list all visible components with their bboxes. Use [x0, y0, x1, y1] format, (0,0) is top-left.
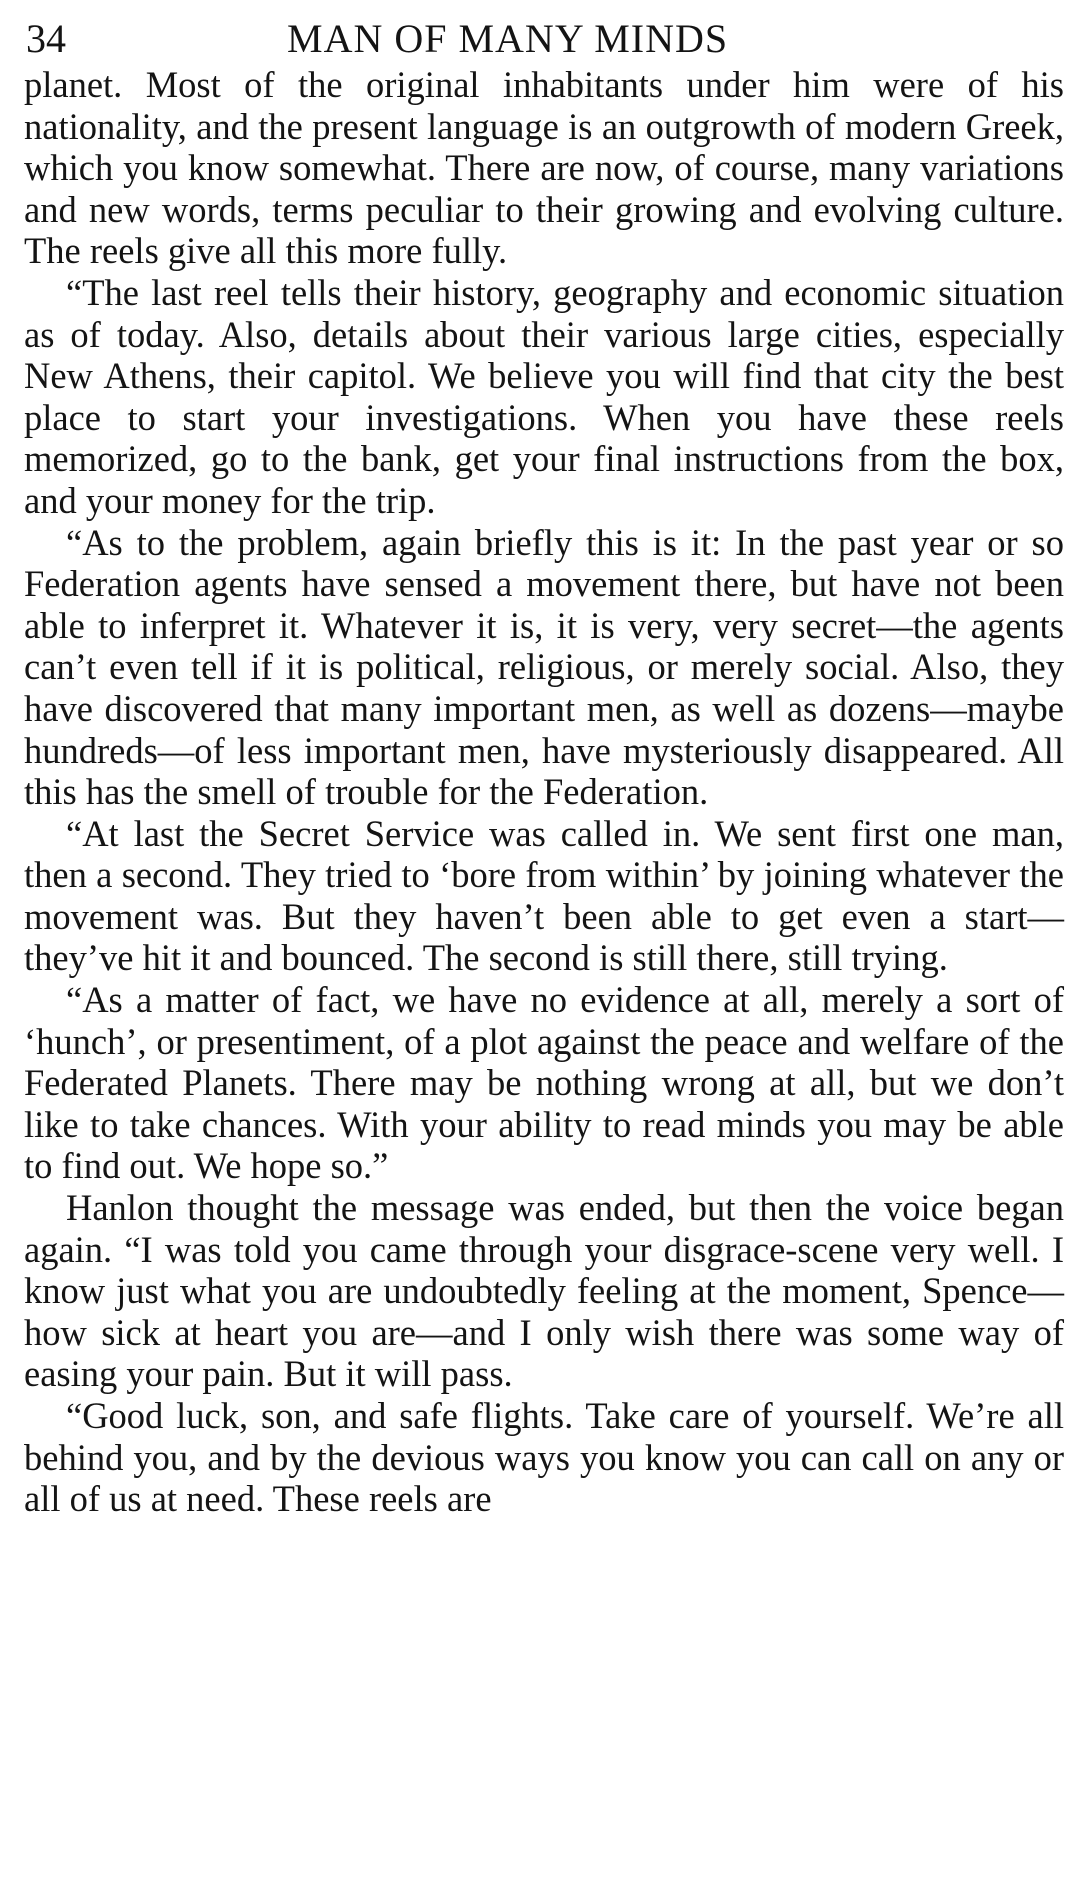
- body-text: [24, 64, 1064, 1520]
- paragraph: “As a matter of fact, we have no evidence at all, merely a sort of ‘hunch’, or presentiment, of a plot against the peace and welfare of the Federated Planets. There may be nothing wrong at all, but we don’t like to take chances. With your ability to read minds you may be able to find out. We hope so.”: [24, 979, 1064, 1187]
- paragraph: “The last reel tells their history, geography and economic situation as of today. Also, details about their various large cities, especially New Athens, their capitol. We believe you will find that city the best place to start your investigations. When you have these reels memorized, go to the bank, get your final instructions from the box, and your money for the trip.: [24, 271, 1064, 521]
- page-header: [24, 14, 1064, 64]
- paragraph: planet. Most of the original inhabitants under him were of his nationality, and the present language is an outgrowth of modern Greek, which you know somewhat. There are now, of course, many variations and new words, terms peculiar to their growing and evolving culture. The reels give all this more fully.: [24, 64, 1064, 272]
- paragraph: Hanlon thought the message was ended, but then the voice began again. “I was told you came through your disgrace-scene very well. I know just what you are undoubtedly feeling at the moment, Spence—how sick at heart you are—and I only wish there was some way of easing your pain. But it will pass.: [24, 1187, 1064, 1395]
- paragraph: “Good luck, son, and safe flights. Take care of yourself. We’re all behind you, and by the devious ways you know you can call on any or all of us at need. These reels are: [24, 1395, 1064, 1520]
- running-head: MAN OF MANY MINDS: [287, 16, 729, 61]
- paragraph: “As to the problem, again briefly this is it: In the past year or so Federation agents have sensed a movement there, but have not been able to inferpret it. Whatever it is, it is very, very secret—the agents can’t even tell if it is political, religious, or merely social. Also, they have discovered that many important men, as well as dozens—maybe hundreds—of less important men, have mysteriously disappeared. All this has the smell of trouble for the Federation.: [24, 521, 1064, 813]
- page-number: 34: [26, 16, 66, 61]
- paragraph: “At last the Secret Service was called in. We sent first one man, then a second. They tried to ‘bore from within’ by joining whatever the movement was. But they haven’t been able to get even a start—they’ve hit it and bounced. The second is still there, still trying.: [24, 812, 1064, 979]
- book-page: [24, 14, 1064, 1520]
